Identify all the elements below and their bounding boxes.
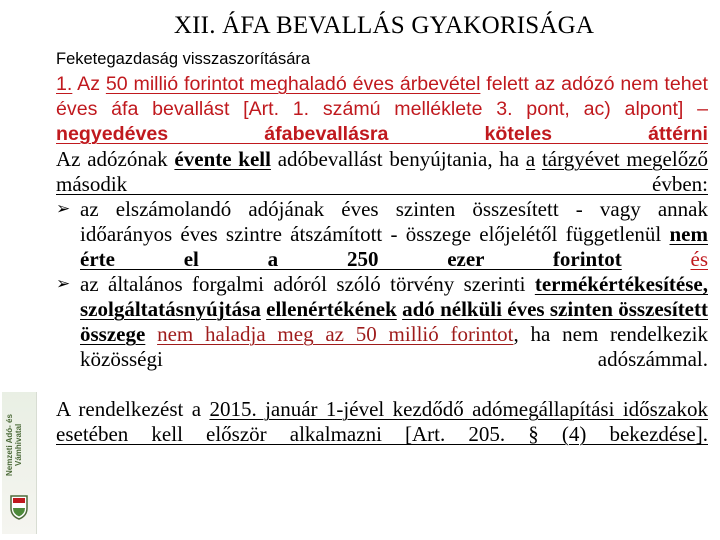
paragraph-art-rule [56,72,708,147]
slide-subtitle: Feketegazdaság visszaszorítására [56,50,311,68]
paragraph-annual-filing [56,147,708,197]
para1-text-a: Az [77,73,100,95]
para2-text-b: adóbevallást benyújtania, ha [277,147,520,171]
bullet1-threshold: nem érte el a 250 ezer forintot [80,222,708,271]
slide-title: XII. ÁFA BEVALLÁS GYAKORISÁGA [173,12,595,39]
para2-article: a [525,147,536,171]
nav-logo [2,392,37,534]
slide-content [56,72,708,447]
para3-text-a: A rendelkezést a [56,397,202,421]
para2-annual: évente kell [174,147,271,171]
bullet2-limit: nem haladja meg az 50 millió forintot [157,322,514,346]
bullet2-consideration: ellenértékének [266,297,397,321]
bullet2-goods: termékértékesítése, [534,272,708,296]
left-sidebar [0,0,40,540]
nav-emblem-icon [9,494,29,520]
para1-text-b: felett az adózó nem tehet éves áfa bevallást [Art. 1. számú melléklete 3. pont, ac) alpont] – [56,73,708,120]
para3-date: 2015. január 1-jével kezdődő adómegállapítási időszakok esetében kell először alkalmazni [Art. 205. § (4) bekezdése]. [56,397,708,446]
spacer [56,372,708,397]
bullet1-text: az elszámolandó adójának éves szinten összesített - vagy annak időarányos éves szintre átszámított - összege előjelétől függetlenül [80,197,708,246]
bullet1-and: és [690,247,708,271]
bullet-revenue [56,272,708,372]
bullet2-text-a: az általános forgalmi adóról szóló törvény szerinti [80,272,526,296]
arrow-bullet-icon: ➢ [56,199,71,219]
para2-text-a: Az adózónak [56,147,168,171]
bullet2-text-b: , ha nem rendelkezik közösségi adószámmal. [80,322,709,371]
para1-quarterly-obligation: negyedéves áfabevallásra köteles áttérni [56,123,708,145]
para2-year-ref: tárgyévet megelőző második évben: [56,147,709,196]
bullet2-net-total: adó nélküli éves szinten összesített összege [80,297,708,346]
logo-text: Nemzeti Adó- és Vámhivatal [5,414,23,476]
paragraph-effective-date [56,397,708,447]
arrow-bullet-icon: ➢ [56,274,71,294]
bullet-tax-amount [56,197,708,272]
bullet2-services: szolgáltatásnyújtása [80,297,261,321]
para1-threshold: 50 millió forintot meghaladó éves árbevétel [105,73,481,95]
para1-number: 1. [56,73,73,95]
